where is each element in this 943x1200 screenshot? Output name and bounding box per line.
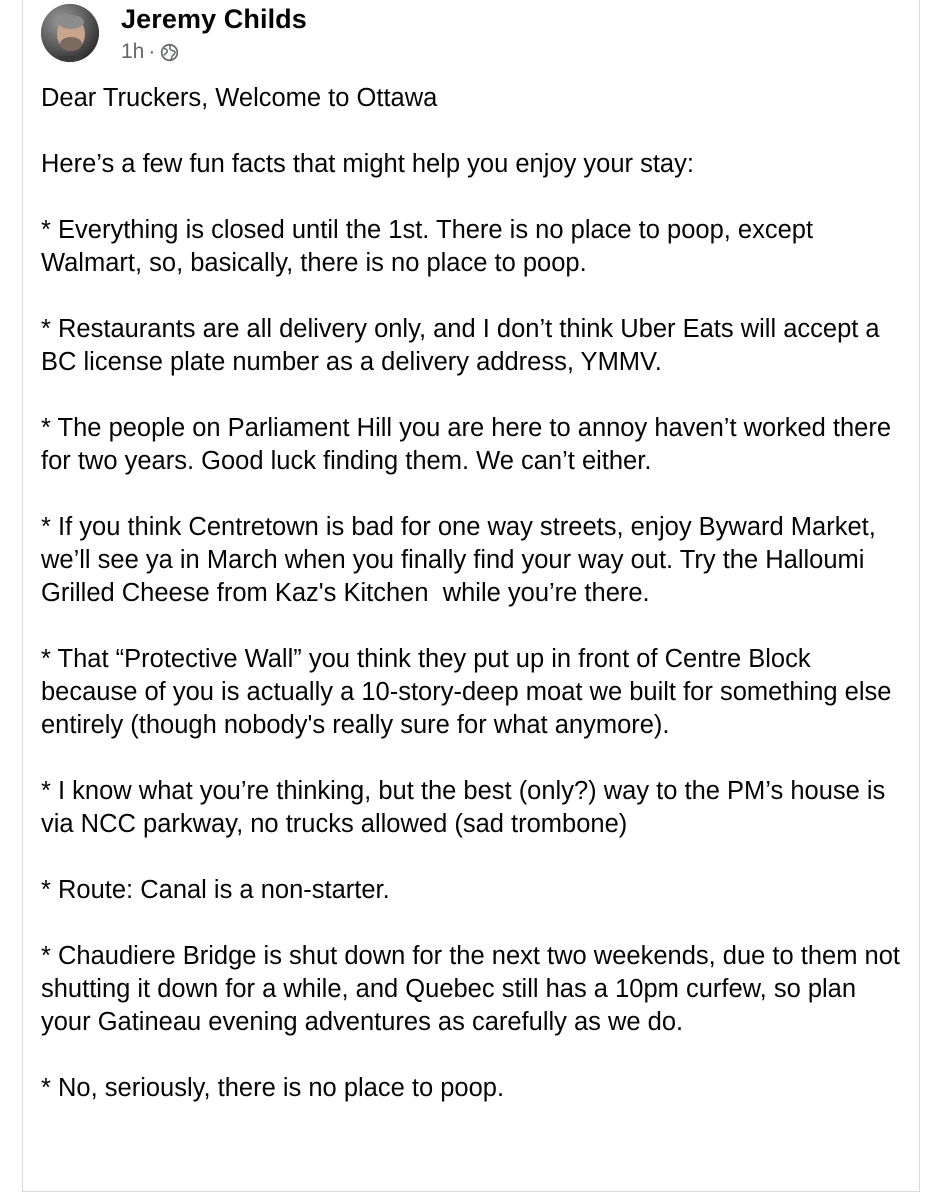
avatar-photo-icon bbox=[41, 4, 99, 62]
post-paragraph: * I know what you’re thinking, but the best (only?) way to the PM’s house is via NCC parkway, no trucks allowed (sad trombone) bbox=[41, 777, 893, 838]
separator-dot: · bbox=[148, 40, 156, 63]
post-header bbox=[41, 4, 307, 68]
post-paragraph: * If you think Centretown is bad for one way streets, enjoy Byward Market, we’ll see ya in March when you finally find your way out. Try the Halloumi Grilled Cheese from Kaz's Kitchen while you’re there. bbox=[41, 513, 883, 607]
post-paragraph: * Chaudiere Bridge is shut down for the next two weekends, due to them not shutting it down for a while, and Quebec still has a 10pm curfew, so plan your Gatineau evening adventures as carefully as we do. bbox=[41, 942, 908, 1036]
post-card bbox=[22, 0, 920, 1192]
post-timestamp[interactable]: 1h bbox=[121, 40, 145, 63]
globe-icon bbox=[160, 43, 179, 62]
post-paragraph: * No, seriously, there is no place to poop. bbox=[41, 1074, 505, 1102]
post-paragraph: * Route: Canal is a non-starter. bbox=[41, 876, 390, 904]
author-name[interactable]: Jeremy Childs bbox=[121, 4, 307, 34]
post-paragraph: * The people on Parliament Hill you are here to annoy haven’t worked there for two years. Good luck finding them. We can’t either. bbox=[41, 414, 899, 475]
post-paragraph: Here’s a few fun facts that might help you enjoy your stay: bbox=[41, 150, 694, 178]
post-paragraph: * That “Protective Wall” you think they put up in front of Centre Block because of you is actually a 10-story-deep moat we built for something else entirely (though nobody's really sure for what anymore). bbox=[41, 645, 899, 739]
post-subline bbox=[121, 41, 307, 63]
post-paragraph: * Restaurants are all delivery only, and I don’t think Uber Eats will accept a BC license plate number as a delivery address, YMMV. bbox=[41, 315, 887, 376]
post-paragraph: * Everything is closed until the 1st. There is no place to poop, except Walmart, so, basically, there is no place to poop. bbox=[41, 216, 821, 277]
avatar[interactable] bbox=[41, 4, 99, 62]
post-text bbox=[41, 82, 911, 1105]
post-meta bbox=[121, 4, 307, 63]
post-paragraph: Dear Truckers, Welcome to Ottawa bbox=[41, 84, 438, 112]
